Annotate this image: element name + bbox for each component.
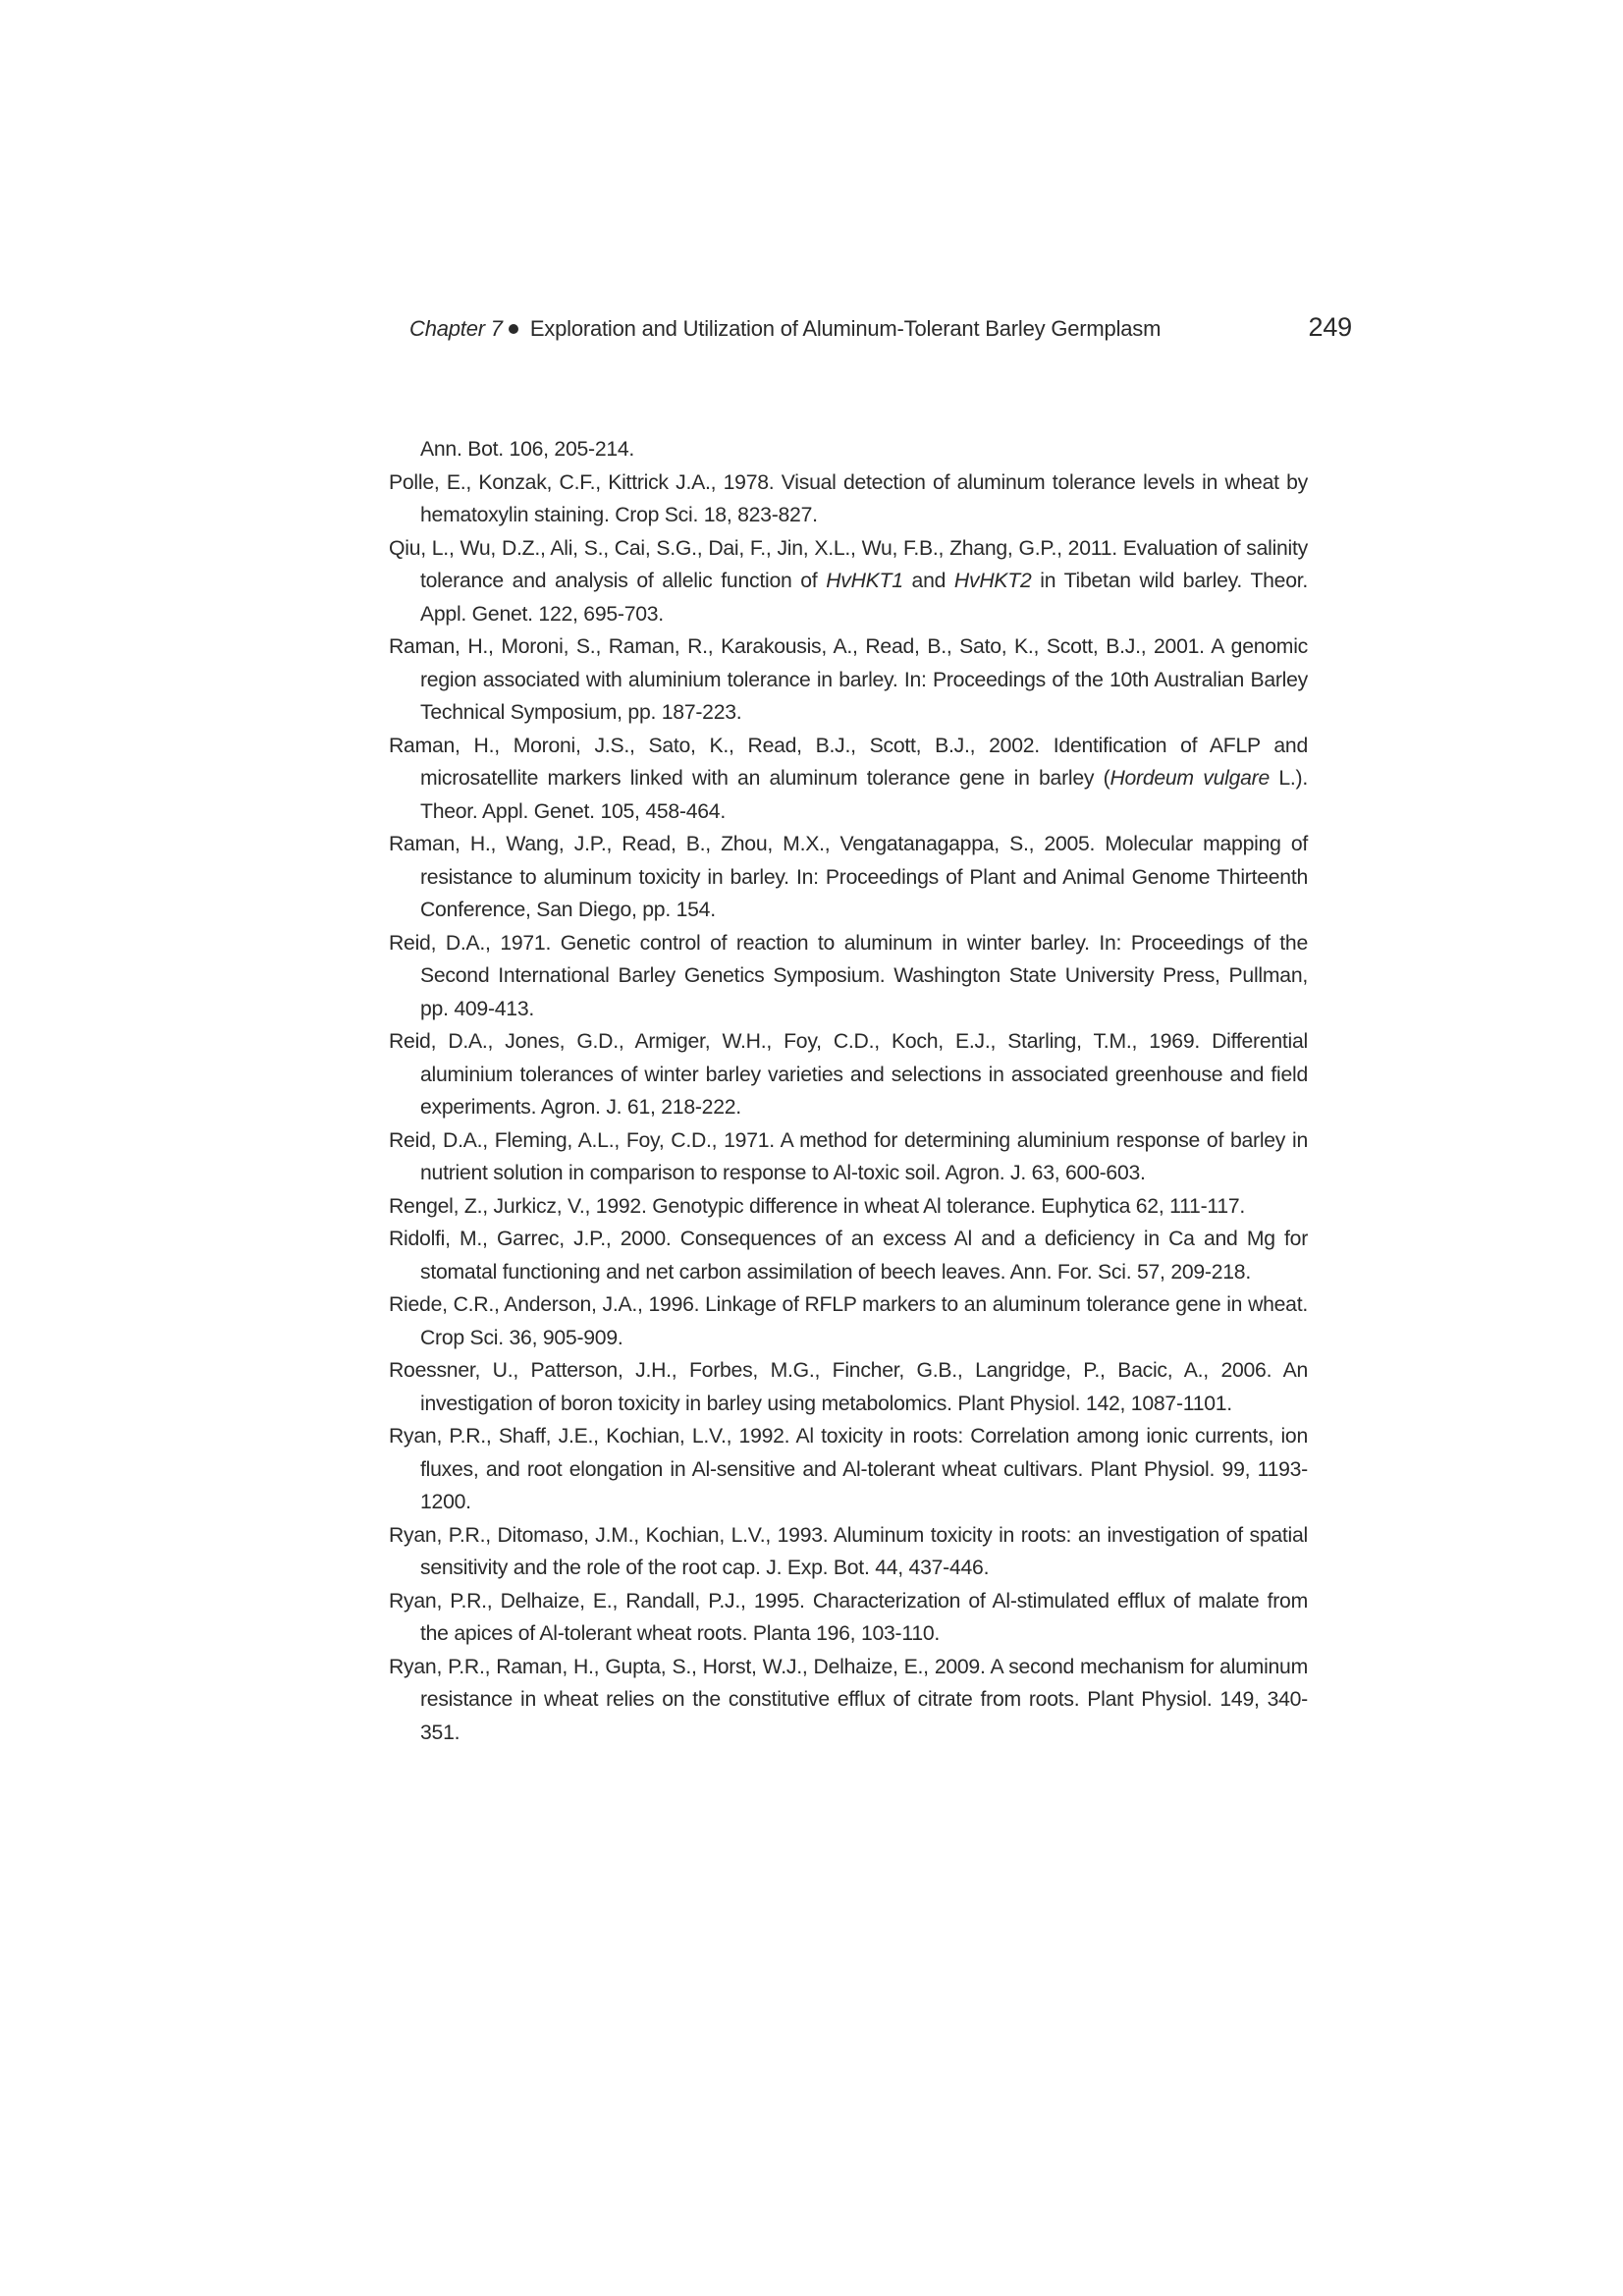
reference-item: Raman, H., Moroni, S., Raman, R., Karakousis, A., Read, B., Sato, K., Scott, B.J., 2001. A genomic region associated with aluminium tolerance in barley. In: Proceedings of the 10th Australian Barley Technical Symposium, pp. 187-223. xyxy=(389,635,1308,724)
reference-item: Ryan, P.R., Raman, H., Gupta, S., Horst, W.J., Delhaize, E., 2009. A second mechanism for aluminum resistance in wheat relies on the constitutive efflux of citrate from roots. Plant Physiol. 149, 340-351. xyxy=(389,1655,1308,1744)
reference-text: Raman, H., Moroni, J.S., Sato, K., Read, B.J., Scott, B.J., 2002. Identification of AFLP and microsatellite markers linked with an aluminum tolerance gene in barley ( xyxy=(389,734,1308,790)
reference-item: Ridolfi, M., Garrec, J.P., 2000. Consequences of an excess Al and a deficiency in Ca and Mg for stomatal functioning and net carbon assimilation of beech leaves. Ann. For. Sci. 57, 209-218. xyxy=(389,1228,1308,1284)
reference-continuation: Ann. Bot. 106, 205-214. xyxy=(420,438,635,461)
reference-item: Polle, E., Konzak, C.F., Kittrick J.A., 1978. Visual detection of aluminum tolerance levels in wheat by hematoxylin staining. Crop Sci. 18, 823-827. xyxy=(389,470,1308,526)
reference-item xyxy=(389,532,1308,631)
bullet-icon xyxy=(509,324,518,334)
reference-text: in Tibetan wild barley. Theor. Appl. Genet. 122, 695-703. xyxy=(420,570,1309,626)
reference-item: Riede, C.R., Anderson, J.A., 1996. Linkage of RFLP markers to an aluminum tolerance gene in wheat. Crop Sci. 36, 905-909. xyxy=(389,1293,1308,1349)
reference-text: and xyxy=(902,570,954,592)
gene-name: HvHKT2 xyxy=(953,570,1032,592)
reference-item: Rengel, Z., Jurkicz, V., 1992. Genotypic difference in wheat Al tolerance. Euphytica 62, 111-117. xyxy=(389,1194,1246,1218)
species-name: Hordeum vulgare xyxy=(1109,767,1270,790)
chapter-label: Chapter 7 xyxy=(409,316,503,341)
page-number: 249 xyxy=(1308,312,1352,342)
gene-name: HvHKT1 xyxy=(826,570,903,592)
reference-item: Roessner, U., Patterson, J.H., Forbes, M.G., Fincher, G.B., Langridge, P., Bacic, A., 2006. An investigation of boron toxicity in barley using metabolomics. Plant Physiol. 142, 1087-1101. xyxy=(389,1359,1308,1415)
reference-item xyxy=(389,730,1308,829)
reference-item: Ryan, P.R., Ditomaso, J.M., Kochian, L.V., 1993. Aluminum toxicity in roots: an investigation of spatial sensitivity and the role of the root cap. J. Exp. Bot. 44, 437-446. xyxy=(389,1523,1308,1579)
reference-item: Reid, D.A., Jones, G.D., Armiger, W.H., Foy, C.D., Koch, E.J., Starling, T.M., 1969. Differential aluminium tolerances of winter barley varieties and selections in associated greenhouse and field experiments. Agron. J. 61, 218-222. xyxy=(389,1030,1308,1119)
reference-item: Ryan, P.R., Shaff, J.E., Kochian, L.V., 1992. Al toxicity in roots: Correlation among ionic currents, ion fluxes, and root elongation in Al-sensitive and Al-tolerant wheat cultivars. Plant Physiol. 99, 1193-1200. xyxy=(389,1425,1308,1513)
reference-item: Raman, H., Wang, J.P., Read, B., Zhou, M.X., Vengatanagappa, S., 2005. Molecular mapping of resistance to aluminum toxicity in barley. In: Proceedings of Plant and Animal Genome Thirteenth Conference, San Diego, pp. 154. xyxy=(389,833,1308,921)
reference-item: Reid, D.A., 1971. Genetic control of reaction to aluminum in winter barley. In: Proceedings of the Second International Barley Genetics Symposium. Washington State University Press, Pullman, pp. 409-413. xyxy=(389,931,1308,1020)
reference-item: Reid, D.A., Fleming, A.L., Foy, C.D., 1971. A method for determining aluminium response of barley in nutrient solution in comparison to response to Al-toxic soil. Agron. J. 63, 600-603. xyxy=(389,1128,1308,1184)
reference-text: L.). Theor. Appl. Genet. 105, 458-464. xyxy=(420,767,1309,823)
reference-item: Ryan, P.R., Delhaize, E., Randall, P.J., 1995. Characterization of Al-stimulated efflux of malate from the apices of Al-tolerant wheat roots. Planta 196, 103-110. xyxy=(389,1589,1308,1645)
running-head xyxy=(409,312,1352,355)
reference-list xyxy=(389,433,1308,1749)
reference-text: Qiu, L., Wu, D.Z., Ali, S., Cai, S.G., Dai, F., Jin, X.L., Wu, F.B., Zhang, G.P., 2011. Evaluation of salinity tolerance and analysis of allelic function of xyxy=(389,536,1308,592)
chapter-title: Exploration and Utilization of Aluminum-Tolerant Barley Germplasm xyxy=(529,316,1162,341)
